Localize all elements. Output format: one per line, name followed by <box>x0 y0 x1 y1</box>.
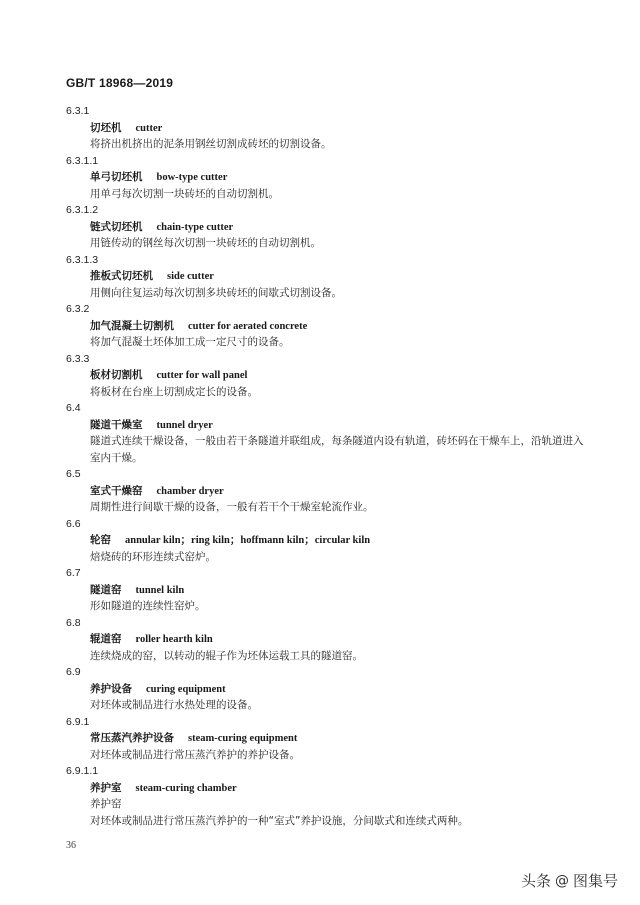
term-english: steam-curing chamber <box>135 782 237 794</box>
term-definition: 隧道式连续干燥设备，一般由若干条隧道并联组成，每条隧道内设有轨道，砖坯码在干燥车上，沿轨道进入室内干燥。 <box>90 435 584 464</box>
term-english: roller hearth kiln <box>135 634 213 645</box>
term-english: chain-type cutter <box>156 221 234 233</box>
at-icon: @ <box>554 872 569 889</box>
clause-number: 6.9 <box>66 666 81 678</box>
term-entry <box>66 252 586 302</box>
term-heading <box>90 730 586 747</box>
term-entry <box>66 301 586 351</box>
term-list <box>66 103 586 829</box>
term-entry <box>66 400 586 466</box>
term-definition: 焙烧砖的环形连续式窑炉。 <box>90 550 216 563</box>
term-heading <box>90 681 586 698</box>
term-definition: 对坯体或制品进行水热处理的设备。 <box>90 699 258 711</box>
term-entry <box>66 466 586 516</box>
term-definition: 用链传动的钢丝每次切割一块砖坯的自动切割机。 <box>90 237 321 249</box>
term-english: side cutter <box>167 271 214 282</box>
term-entry <box>66 615 586 665</box>
term-english: curing equipment <box>146 683 226 695</box>
clause-number: 6.9.1 <box>66 715 90 728</box>
clause-number: 6.9.1.1 <box>66 765 99 777</box>
term-heading <box>90 780 586 797</box>
clause-number: 6.3.1.1 <box>66 154 99 167</box>
term-entry <box>66 565 586 615</box>
term-heading <box>90 631 586 648</box>
clause-number: 6.3.2 <box>66 303 90 315</box>
term-english: annular kiln；ring kiln；hoffmann kiln；circular kiln <box>125 535 371 546</box>
term-chinese: 常压蒸汽养护设备 <box>90 732 174 744</box>
term-english: tunnel dryer <box>156 419 213 431</box>
clause-number: 6.3.1.2 <box>66 204 99 216</box>
term-chinese: 切坯机 <box>90 121 122 134</box>
term-definition: 将加气混凝土坯体加工成一定尺寸的设备。 <box>90 336 290 348</box>
page-number: 36 <box>66 840 76 851</box>
standard-code-header: GB/T 18968—2019 <box>66 76 174 90</box>
clause-number: 6.4 <box>66 402 81 414</box>
term-chinese: 养护室 <box>90 781 122 794</box>
watermark-source: 头条 <box>520 872 551 890</box>
term-heading <box>90 483 586 500</box>
term-chinese: 单弓切坯机 <box>90 171 143 183</box>
source-watermark <box>521 870 618 891</box>
term-heading <box>90 582 586 599</box>
term-chinese: 隧道干燥室 <box>90 418 143 431</box>
term-chinese: 辊道窑 <box>90 633 122 645</box>
term-chinese: 链式切坯机 <box>90 220 143 233</box>
term-heading <box>90 318 586 335</box>
term-entry <box>66 202 586 252</box>
term-heading <box>90 219 586 236</box>
term-chinese: 推板式切坯机 <box>90 270 153 282</box>
term-entry <box>66 664 586 714</box>
term-chinese: 轮窑 <box>90 534 111 546</box>
clause-number: 6.3.1 <box>66 105 90 117</box>
clause-number: 6.7 <box>66 567 81 579</box>
clause-number: 6.3.1.3 <box>66 253 99 266</box>
term-english: tunnel kiln <box>135 584 185 596</box>
term-entry <box>66 763 586 829</box>
term-heading <box>90 120 586 137</box>
term-chinese: 板材切割机 <box>90 369 143 381</box>
term-entry <box>66 153 586 203</box>
term-entry <box>66 516 586 566</box>
term-heading <box>90 417 586 434</box>
term-heading <box>90 367 586 384</box>
term-heading <box>90 532 586 549</box>
watermark-account: 图集号 <box>572 872 618 890</box>
clause-number: 6.8 <box>66 616 81 629</box>
term-chinese: 养护设备 <box>90 682 132 695</box>
term-definition: 对坯体或制品进行常压蒸汽养护的养护设备。 <box>90 748 300 761</box>
term-definition: 对坯体或制品进行常压蒸汽养护的一种“室式”养护设施，分间歇式和连续式两种。 <box>90 814 469 827</box>
term-heading <box>90 169 586 186</box>
clause-number: 6.3.3 <box>66 352 90 365</box>
term-english: cutter for aerated concrete <box>188 320 308 332</box>
term-english: cutter <box>135 122 163 134</box>
term-english: chamber dryer <box>156 485 224 497</box>
term-synonym: 养护窑 <box>90 798 122 810</box>
term-entry <box>66 714 586 764</box>
term-entry <box>66 351 586 401</box>
term-english: steam-curing equipment <box>188 733 298 744</box>
term-heading <box>90 268 586 285</box>
term-english: cutter for wall panel <box>156 370 248 381</box>
term-chinese: 隧道窑 <box>90 583 122 596</box>
term-definition: 周期性进行间歇干燥的设备，一般有若干个干燥室轮流作业。 <box>90 501 374 513</box>
term-definition: 将板材在台座上切割成定长的设备。 <box>90 385 258 398</box>
term-english: bow-type cutter <box>156 172 228 183</box>
term-definition: 用单弓每次切割一块砖坯的自动切割机。 <box>90 187 279 200</box>
term-definition: 形如隧道的连续性窑炉。 <box>90 600 206 612</box>
clause-number: 6.5 <box>66 468 81 480</box>
clause-number: 6.6 <box>66 517 81 530</box>
term-chinese: 室式干燥窑 <box>90 484 143 497</box>
term-definition: 用侧向往复运动每次切割多块砖坯的间歇式切割设备。 <box>90 286 342 299</box>
term-definition: 连续烧成的窑，以转动的辊子作为坯体运载工具的隧道窑。 <box>90 649 363 662</box>
term-definition: 将挤出机挤出的泥条用钢丝切割成砖坯的切割设备。 <box>90 138 332 150</box>
term-entry <box>66 103 586 153</box>
term-chinese: 加气混凝土切割机 <box>90 319 174 332</box>
